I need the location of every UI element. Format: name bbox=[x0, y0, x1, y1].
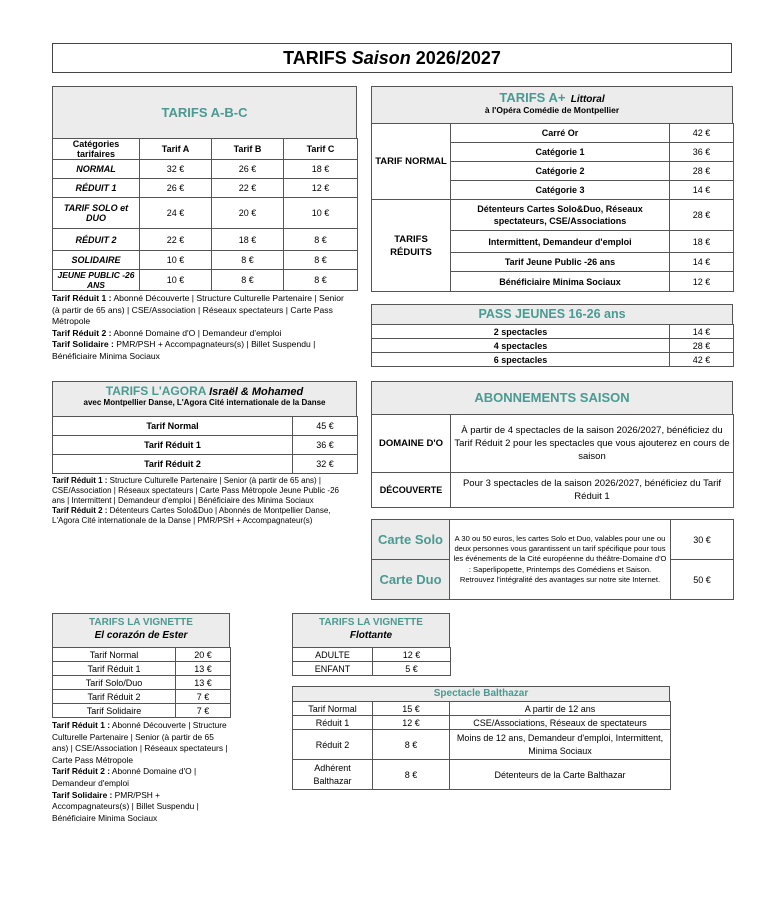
category-cell: Tarif Normal bbox=[53, 648, 176, 662]
category-cell: RÉDUIT 1 bbox=[53, 179, 140, 198]
table-row bbox=[372, 473, 734, 508]
category-cell: 6 spectacles bbox=[372, 353, 670, 367]
aplus-section bbox=[371, 86, 733, 292]
table-row bbox=[53, 436, 358, 455]
table-row bbox=[53, 160, 358, 179]
price-cell: 22 € bbox=[212, 179, 284, 198]
price-cell: 28 € bbox=[670, 339, 734, 353]
price-cell: 8 € bbox=[212, 251, 284, 270]
price-cell: 36 € bbox=[670, 143, 734, 162]
abc-col-header: Catégories tarifaires bbox=[53, 139, 140, 160]
price-cell: 8 € bbox=[284, 251, 358, 270]
abc-notes bbox=[52, 293, 352, 363]
price-cell: 8 € bbox=[284, 229, 358, 251]
page-title-italic: Saison bbox=[351, 48, 411, 68]
price-cell: 42 € bbox=[670, 124, 734, 143]
category-cell: 4 spectacles bbox=[372, 339, 670, 353]
category-cell: Intermittent, Demandeur d'emploi bbox=[451, 231, 670, 253]
table-row bbox=[372, 339, 734, 353]
aplus-subtitle: à l'Opéra Comédie de Montpellier bbox=[484, 105, 620, 115]
vignette-flottante-table bbox=[292, 647, 451, 676]
price-cell: 14 € bbox=[670, 181, 734, 200]
group-label: TARIF NORMAL bbox=[372, 124, 451, 200]
category-cell: Catégorie 3 bbox=[451, 181, 670, 200]
cartes-description: A 30 ou 50 euros, les cartes Solo et Duo, valables pour une ou deux personnes vous garantissent un tarif spécifique pour tous les événements de la Cité européenne du théâtre-Domaine d'O : Saperlipopette, Printemps des Comédiens et Saison. Retrouvez l'intégralité des avantages sur notre site Internet. bbox=[450, 520, 671, 600]
table-row bbox=[293, 648, 451, 662]
price-cell: 8 € bbox=[373, 730, 450, 760]
note-item: Tarif Réduit 1 : Abonné Découverte | Structure Culturelle Partenaire | Senior (à partir de 65 ans) | CSE/Association | Réseaux spectateurs | Carte Pass Métropole bbox=[52, 293, 344, 327]
balthazar-header bbox=[292, 686, 670, 702]
pass-jeunes-title: PASS JEUNES 16-26 ans bbox=[478, 307, 626, 321]
price-cell: 32 € bbox=[140, 160, 212, 179]
table-row bbox=[293, 662, 451, 676]
category-cell: Tarif Réduit 2 bbox=[53, 690, 176, 704]
abc-header-row bbox=[53, 139, 358, 160]
price-cell: 50 € bbox=[671, 560, 734, 600]
note-item: Tarif Solidaire : PMR/PSH + Accompagnateurs(s) | Billet Suspendu | Bénéficiaire Minima Sociaux bbox=[52, 789, 199, 823]
table-row bbox=[372, 325, 734, 339]
price-cell: 10 € bbox=[140, 270, 212, 291]
table-row bbox=[53, 676, 231, 690]
note-item: Tarif Solidaire : PMR/PSH + Accompagnateurs(s) | Billet Suspendu | Bénéficiaire Minima Sociaux bbox=[52, 339, 316, 361]
price-cell: 8 € bbox=[373, 760, 450, 790]
desc-cell: CSE/Associations, Réseaux de spectateurs bbox=[450, 716, 671, 730]
table-row bbox=[372, 353, 734, 367]
price-cell: 22 € bbox=[140, 229, 212, 251]
abonnements-title: ABONNEMENTS SAISON bbox=[474, 390, 630, 405]
cartes-section bbox=[371, 519, 733, 599]
price-cell: 18 € bbox=[284, 160, 358, 179]
category-cell: Détenteurs Cartes Solo&Duo, Réseaux spectateurs, CSE/Associations bbox=[451, 200, 670, 231]
price-cell: 12 € bbox=[373, 648, 451, 662]
price-cell: 45 € bbox=[293, 417, 358, 436]
abonnements-header bbox=[371, 381, 733, 415]
price-cell: 12 € bbox=[670, 272, 734, 292]
table-row bbox=[53, 690, 231, 704]
abc-col-header: Tarif B bbox=[212, 139, 284, 160]
category-cell: Tarif Jeune Public -26 ans bbox=[451, 253, 670, 272]
abonnement-label: DÉCOUVERTE bbox=[372, 473, 451, 508]
vignette-esther-notes bbox=[52, 720, 230, 824]
category-cell: Carré Or bbox=[451, 124, 670, 143]
table-row bbox=[53, 198, 358, 229]
table-row bbox=[53, 270, 358, 291]
price-cell: 28 € bbox=[670, 162, 734, 181]
desc-cell: Moins de 12 ans, Demandeur d'emploi, Intermittent, Minima Sociaux bbox=[450, 730, 671, 760]
price-cell: 14 € bbox=[670, 325, 734, 339]
vignette-esther-title: TARIFS LA VIGNETTE bbox=[89, 617, 193, 628]
category-cell: Tarif Normal bbox=[53, 417, 293, 436]
price-cell: 42 € bbox=[670, 353, 734, 367]
table-row bbox=[293, 730, 671, 760]
table-row bbox=[372, 124, 734, 143]
category-cell: ADULTE bbox=[293, 648, 373, 662]
category-cell: TARIF SOLO et DUO bbox=[53, 198, 140, 229]
table-row bbox=[293, 702, 671, 716]
note-item: Tarif Réduit 2 : Abonné Domaine d'O | Demandeur d'emploi bbox=[52, 327, 282, 338]
table-row bbox=[53, 179, 358, 198]
agora-notes bbox=[52, 476, 352, 526]
page-title-years: 2026/2027 bbox=[410, 48, 501, 68]
carte-solo-label: Carte Solo bbox=[372, 520, 450, 560]
agora-title: TARIFS L'AGORA bbox=[105, 384, 207, 398]
abc-title: TARIFS A-B-C bbox=[161, 105, 248, 120]
category-cell: Tarif Normal bbox=[293, 702, 373, 716]
table-row bbox=[53, 229, 358, 251]
category-cell: Adhérent Balthazar bbox=[293, 760, 373, 790]
price-cell: 32 € bbox=[293, 455, 358, 474]
table-row bbox=[372, 200, 734, 231]
aplus-title-italic: Littoral bbox=[570, 94, 605, 105]
vignette-esther-table bbox=[52, 647, 231, 718]
table-row bbox=[53, 417, 358, 436]
vignette-esther-header bbox=[52, 613, 230, 648]
note-item: Tarif Réduit 1 : Abonné Découverte | Structure Culturelle Partenaire | Senior (à partir de 65 ans) | CSE/Association | Réseaux spectateurs | Carte Pass Métropole bbox=[52, 720, 228, 765]
aplus-title: TARIFS A+ bbox=[499, 90, 566, 105]
abc-col-header: Tarif C bbox=[284, 139, 358, 160]
table-row bbox=[53, 648, 231, 662]
price-cell: 28 € bbox=[670, 200, 734, 231]
price-cell: 12 € bbox=[373, 716, 450, 730]
vignette-esther-section bbox=[52, 613, 230, 824]
page-title bbox=[52, 43, 732, 73]
abc-col-header: Tarif A bbox=[140, 139, 212, 160]
vignette-flottante-section bbox=[292, 613, 450, 676]
category-cell: Catégorie 2 bbox=[451, 162, 670, 181]
agora-header bbox=[52, 381, 357, 417]
category-cell: JEUNE PUBLIC -26 ANS bbox=[53, 270, 140, 291]
vignette-flottante-header bbox=[292, 613, 450, 648]
abonnements-table bbox=[371, 414, 734, 508]
price-cell: 7 € bbox=[176, 704, 231, 718]
note-item: Tarif Réduit 2 : Abonné Domaine d'O | Demandeur d'emploi bbox=[52, 766, 197, 788]
aplus-table bbox=[371, 123, 734, 292]
desc-cell: Détenteurs de la Carte Balthazar bbox=[450, 760, 671, 790]
vignette-flottante-title: TARIFS LA VIGNETTE bbox=[319, 617, 423, 628]
pass-jeunes-section bbox=[371, 304, 733, 367]
page-title-main: TARIFS bbox=[283, 48, 352, 68]
price-cell: 26 € bbox=[140, 179, 212, 198]
table-row bbox=[293, 716, 671, 730]
table-row bbox=[53, 704, 231, 718]
vignette-esther-subtitle: El corazón de Ester bbox=[94, 630, 188, 641]
price-cell: 10 € bbox=[140, 251, 212, 270]
abonnement-desc: Pour 3 spectacles de la saison 2026/2027, bénéficiez du Tarif Réduit 1 bbox=[451, 473, 734, 508]
note-item: Tarif Réduit 1 : Structure Culturelle Partenaire | Senior (à partir de 65 ans) | CSE/Association | Réseaux spectateurs | Carte Pass Métropole Jeune Public -26 ans | Intermittent | Demandeur d'emploi | Bénéficiaire des Minima Sociaux bbox=[52, 476, 339, 505]
category-cell: ENFANT bbox=[293, 662, 373, 676]
carte-duo-label: Carte Duo bbox=[372, 560, 450, 600]
aplus-header bbox=[371, 86, 733, 124]
pass-jeunes-table bbox=[371, 324, 734, 367]
price-cell: 13 € bbox=[176, 662, 231, 676]
category-cell: Catégorie 1 bbox=[451, 143, 670, 162]
category-cell: Tarif Solo/Duo bbox=[53, 676, 176, 690]
abc-section bbox=[52, 86, 357, 363]
category-cell: 2 spectacles bbox=[372, 325, 670, 339]
table-row bbox=[53, 251, 358, 270]
abonnement-label: DOMAINE D'O bbox=[372, 415, 451, 473]
table-row bbox=[372, 415, 734, 473]
category-cell: NORMAL bbox=[53, 160, 140, 179]
price-cell: 15 € bbox=[373, 702, 450, 716]
balthazar-title: Spectacle Balthazar bbox=[433, 688, 529, 699]
table-row bbox=[293, 760, 671, 790]
category-cell: Réduit 1 bbox=[293, 716, 373, 730]
category-cell: SOLIDAIRE bbox=[53, 251, 140, 270]
category-cell: Bénéficiaire Minima Sociaux bbox=[451, 272, 670, 292]
desc-cell: A partir de 12 ans bbox=[450, 702, 671, 716]
price-cell: 14 € bbox=[670, 253, 734, 272]
agora-section bbox=[52, 381, 357, 526]
price-cell: 24 € bbox=[140, 198, 212, 229]
balthazar-section bbox=[292, 686, 670, 790]
cartes-table bbox=[371, 519, 734, 600]
group-label: TARIFS RÉDUITS bbox=[372, 200, 451, 292]
abc-table bbox=[52, 138, 358, 291]
balthazar-table bbox=[292, 701, 671, 790]
category-cell: RÉDUIT 2 bbox=[53, 229, 140, 251]
abonnement-desc: À partir de 4 spectacles de la saison 2026/2027, bénéficiez du Tarif Réduit 2 pour les spectacles que vous ajouterez en cours de saison bbox=[451, 415, 734, 473]
price-cell: 18 € bbox=[670, 231, 734, 253]
price-cell: 10 € bbox=[284, 198, 358, 229]
price-cell: 8 € bbox=[212, 270, 284, 291]
pass-jeunes-header bbox=[371, 304, 733, 325]
price-cell: 18 € bbox=[212, 229, 284, 251]
abc-header bbox=[52, 86, 357, 139]
agora-title-italic: Israël & Mohamed bbox=[209, 386, 304, 398]
price-cell: 13 € bbox=[176, 676, 231, 690]
table-row bbox=[53, 662, 231, 676]
price-cell: 7 € bbox=[176, 690, 231, 704]
table-row bbox=[53, 455, 358, 474]
price-cell: 36 € bbox=[293, 436, 358, 455]
abonnements-section bbox=[371, 381, 733, 508]
price-cell: 26 € bbox=[212, 160, 284, 179]
price-cell: 5 € bbox=[373, 662, 451, 676]
category-cell: Réduit 2 bbox=[293, 730, 373, 760]
category-cell: Tarif Réduit 2 bbox=[53, 455, 293, 474]
table-row bbox=[372, 520, 734, 560]
vignette-flottante-subtitle: Flottante bbox=[349, 630, 393, 641]
price-cell: 30 € bbox=[671, 520, 734, 560]
category-cell: Tarif Solidaire bbox=[53, 704, 176, 718]
category-cell: Tarif Réduit 1 bbox=[53, 436, 293, 455]
note-item: Tarif Réduit 2 : Détenteurs Cartes Solo&Duo | Abonnés de Montpellier Danse, L'Agora Cité internationale de la Danse | PMR/PSH + Accompagnateur(s) bbox=[52, 506, 331, 525]
price-cell: 12 € bbox=[284, 179, 358, 198]
category-cell: Tarif Réduit 1 bbox=[53, 662, 176, 676]
price-cell: 20 € bbox=[212, 198, 284, 229]
agora-table bbox=[52, 416, 358, 474]
agora-subtitle: avec Montpellier Danse, L'Agora Cité internationale de la Danse bbox=[83, 398, 326, 407]
price-cell: 8 € bbox=[284, 270, 358, 291]
price-cell: 20 € bbox=[176, 648, 231, 662]
